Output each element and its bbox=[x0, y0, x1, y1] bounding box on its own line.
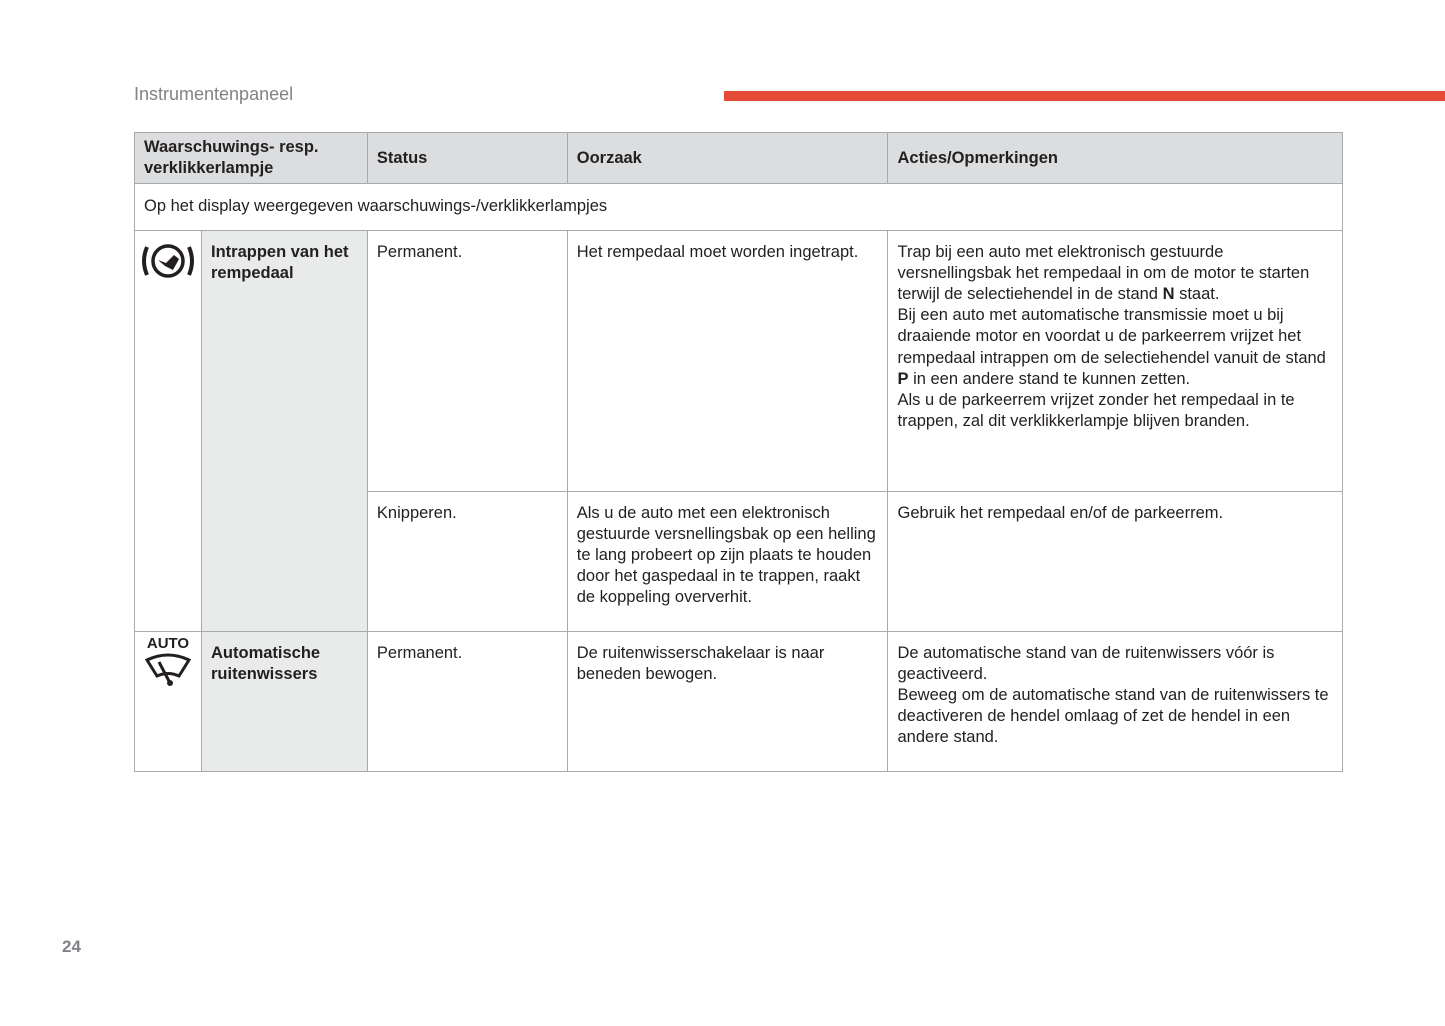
action-cell bbox=[888, 230, 1343, 491]
cause-cell: Het rempedaal moet worden ingetrapt. bbox=[567, 230, 888, 491]
action-text: Trap bij een auto met elektronisch gestuurde versnellingsbak het rempedaal in om de motor te starten terwijl de selectiehendel in de stand bbox=[897, 242, 1310, 304]
status-cell: Permanent. bbox=[367, 631, 567, 771]
cause-cell: Als u de auto met een elektronisch gestuurde versnellingsbak op een helling te lang probeert op zijn plaats te houden door het gaspedaal in te trappen, raakt de koppeling oververhit. bbox=[567, 491, 888, 631]
action-cell: Gebruik het rempedaal en/of de parkeerrem. bbox=[888, 491, 1343, 631]
brake-pedal-icon bbox=[135, 230, 202, 631]
warning-lights-table bbox=[134, 132, 1343, 772]
page-number: 24 bbox=[62, 937, 81, 956]
column-header: Acties/Opmerkingen bbox=[888, 133, 1343, 184]
section-title: Instrumentenpaneel bbox=[134, 84, 294, 104]
cause-cell: De ruitenwisserschakelaar is naar beneden bewogen. bbox=[567, 631, 888, 771]
table-row bbox=[135, 230, 1343, 491]
subheading-row bbox=[135, 184, 1343, 230]
accent-bar bbox=[724, 91, 1445, 101]
action-text: Als u de parkeerrem vrijzet zonder het rempedaal in te trappen, zal dit verklikkerlampje blijven branden. bbox=[897, 391, 1295, 431]
icon-label: AUTO bbox=[146, 634, 190, 652]
auto-wiper-icon bbox=[135, 631, 202, 771]
column-header: Waarschuwings- resp. verklikkerlampje bbox=[135, 133, 368, 184]
status-cell: Knipperen. bbox=[367, 491, 567, 631]
action-text: Beweeg om de automatische stand van de ruitenwissers te deactiveren de hendel omlaag of zet de hendel in een andere stand. bbox=[897, 686, 1329, 747]
column-header: Status bbox=[367, 133, 567, 184]
table-header-row bbox=[135, 133, 1343, 184]
subheading: Op het display weergegeven waarschuwings-/verklikkerlampjes bbox=[135, 184, 1343, 230]
action-cell bbox=[888, 631, 1343, 771]
gear-position-p: P bbox=[897, 369, 909, 388]
light-name: Intrappen van het rempedaal bbox=[202, 230, 368, 631]
table-row bbox=[135, 631, 1343, 771]
column-header: Oorzaak bbox=[567, 133, 888, 184]
gear-position-n: N bbox=[1162, 285, 1175, 304]
action-text: De automatische stand van de ruitenwissers vóór is geactiveerd. bbox=[897, 643, 1275, 683]
action-text: staat. bbox=[1174, 285, 1220, 304]
action-text: Bij een auto met automatische transmissie moet u bij draaiende motor en voordat u de parkeerrem vrijzet het rempedaal intrappen om de selectiehendel vanuit de stand bbox=[897, 306, 1326, 367]
action-text: in een andere stand te kunnen zetten. bbox=[908, 369, 1191, 388]
light-name: Automatische ruitenwissers bbox=[202, 631, 368, 771]
status-cell: Permanent. bbox=[367, 230, 567, 491]
